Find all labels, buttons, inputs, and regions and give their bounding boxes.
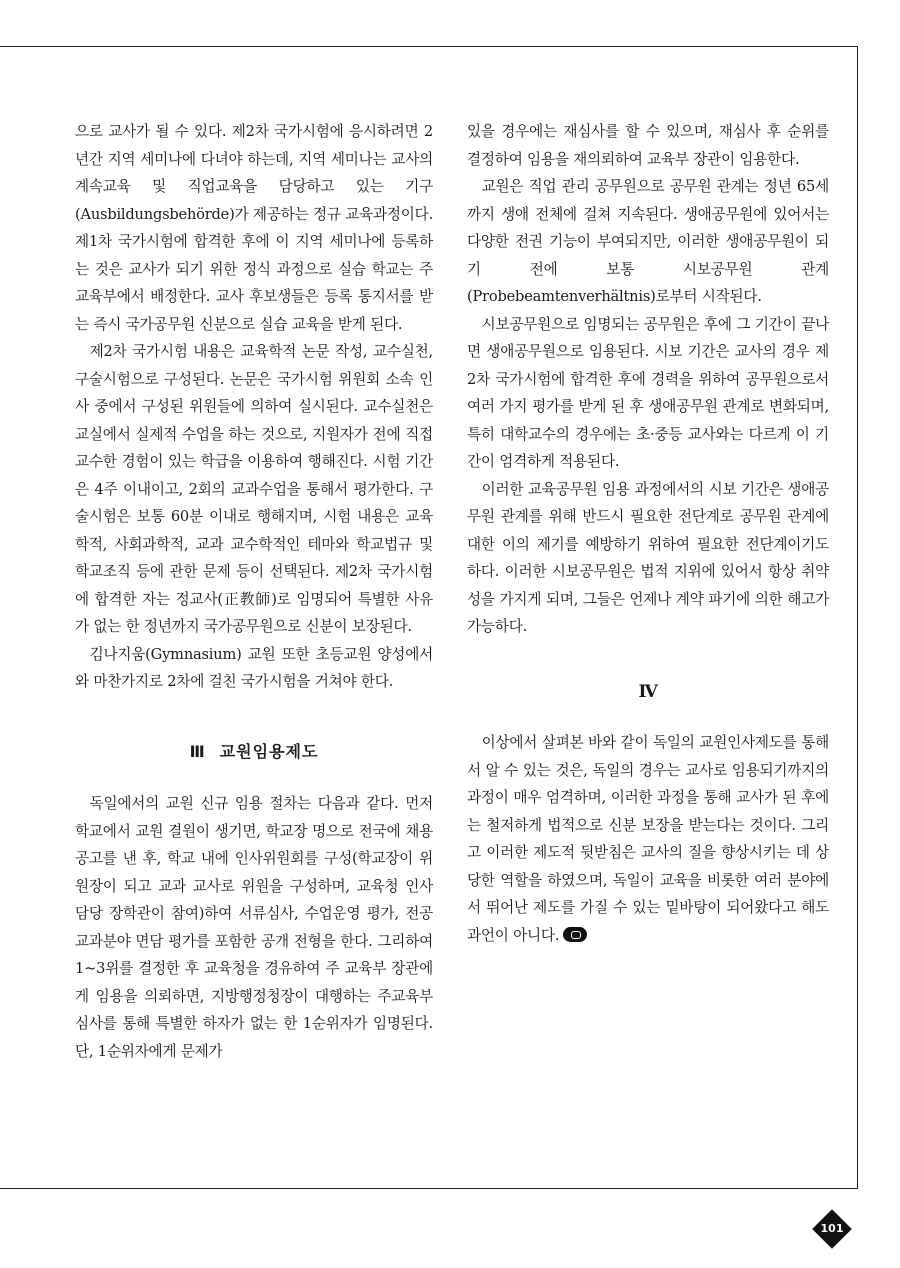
right-column	[467, 118, 829, 949]
left-column	[75, 118, 433, 1065]
body-paragraph: 으로 교사가 될 수 있다. 제2차 국가시험에 응시하려면 2년간 지역 세미나에 다녀야 하는데, 지역 세미나는 교사의 계속교육 및 직업교육을 담당하고 있는 기구(Ausbildungsbehörde)가 제공하는 정규 교육과정이다. 제1차 국가시험에 합격한 후에 이 지역 세미나에 등록하는 것은 교사가 되기 위한 정식 과정으로 실습 학교는 주 교육부에서 배정한다. 교사 후보생들은 등록 통지서를 받는 즉시 국가공무원 신분으로 실습 교육을 받게 된다.	[75, 123, 434, 333]
section-heading-iv	[467, 679, 829, 707]
body-paragraph: 시보공무원으로 임명되는 공무원은 후에 그 기간이 끝나면 생애공무원으로 임용된다. 시보 기간은 교사의 경우 제2차 국가시험에 합격한 후에 경력을 위하여 공무원으로서 여러 가지 평가를 받게 된 후 생애공무원 관계로 변화되며, 특히 대학교수의 경우에는 초·중등 교사와는 다르게 이 기간이 엄격하게 적용된다.	[467, 315, 829, 470]
page-frame-bottom-rule	[0, 1188, 858, 1189]
body-paragraph: 교원은 직업 관리 공무원으로 공무원 관계는 정년 65세까지 생애 전체에 걸쳐 지속된다. 생애공무원에 있어서는 다양한 전권 기능이 부여되지만, 이러한 생애공무원이 되기 전에 보통 시보공무원 관계(Probebeamtenverhältnis)로부터 시작된다.	[467, 178, 829, 305]
page-frame-top-rule	[0, 46, 858, 47]
body-paragraph: 있을 경우에는 재심사를 할 수 있으며, 재심사 후 순위를 결정하여 임용을 재의뢰하여 교육부 장관이 임용한다.	[467, 123, 829, 168]
conclusion-text: 이상에서 살펴본 바와 같이 독일의 교원인사제도를 통해서 알 수 있는 것은, 독일의 경우는 교사로 임용되기까지의 과정이 매우 엄격하며, 이러한 과정을 통해 교사가 된 후에는 철저하게 법적으로 신분 보장을 받는다는 것이다. 그리고 이러한 제도적 뒷받침은 교사의 질을 향상시키는 데 상당한 역할을 하였으며, 독일이 교육을 비롯한 여러 분야에서 뛰어난 제도를 가질 수 있는 밑바탕이 되어왔다고 해도 과언이 아니다.	[467, 734, 829, 944]
section-number: Ⅲ	[189, 741, 206, 761]
section-number: Ⅳ	[638, 681, 658, 702]
body-paragraph: 이러한 교육공무원 임용 과정에서의 시보 기간은 생애공무원 관계를 위해 반드시 필요한 전단계로 공무원 관계에 대한 이의 제기를 예방하기 위하여 필요한 전단계이기도 하다. 이러한 시보공무원은 법적 지위에 있어서 항상 취약성을 가지게 되며, 그들은 언제나 계약 파기에 의한 해고가 가능하다.	[467, 480, 829, 635]
section-heading-iii	[75, 738, 433, 766]
body-paragraph: 제2차 국가시험 내용은 교육학적 논문 작성, 교수실천, 구술시험으로 구성된다. 논문은 국가시험 위원회 소속 인사 중에서 구성된 위원들에 의하여 실시된다. 교수실천은 교실에서 실제적 수업을 하는 것으로, 지원자가 전에 직접 교수한 경험이 있는 학급을 이용하여 행해진다. 시험 기간은 4주 이내이고, 2회의 교과수업을 통해서 평가한다. 구술시험은 보통 60분 이내로 행해지며, 시험 내용은 교육학적, 사회과학적, 교과 교수학적인 테마와 학교법규 및 학교조직 등에 관한 문제 등이 선택된다. 제2차 국가시험에 합격한 자는 정교사(正教師)로 임명되어 특별한 사유가 없는 한 정년까지 국가공무원으로 신분이 보장된다.	[75, 343, 433, 635]
page-number-badge	[812, 1209, 852, 1249]
body-paragraph: 김나지움(Gymnasium) 교원 또한 초등교원 양성에서와 마찬가지로 2차에 걸친 국가시험을 거쳐야 한다.	[75, 645, 433, 690]
page-number: 101	[820, 1222, 844, 1235]
body-paragraph: 독일에서의 교원 신규 임용 절차는 다음과 같다. 먼저 학교에서 교원 결원이 생기면, 학교장 명으로 전국에 채용 공고를 낸 후, 학교 내에 인사위원회를 구성(학교장이 위원장이 되고 교과 교사로 위원을 구성하며, 교육청 인사 담당 장학관이 참여)하여 서류심사, 수업운영 평가, 전공교과분야 면담 평가를 포함한 공개 전형을 한다. 그리하여 1~3위를 결정한 후 교육청을 경유하여 주 교육부 장관에게 임용을 의뢰하면, 지방행정청장이 대행하는 주교육부 심사를 통해 특별한 하자가 없는 한 1순위자가 임명된다. 단, 1순위자에게 문제가	[75, 795, 433, 1060]
page-frame-right-rule	[857, 46, 858, 1189]
conclusion-paragraph	[467, 729, 829, 949]
section-title: 교원임용제도	[219, 741, 319, 761]
end-of-article-icon	[563, 927, 587, 942]
